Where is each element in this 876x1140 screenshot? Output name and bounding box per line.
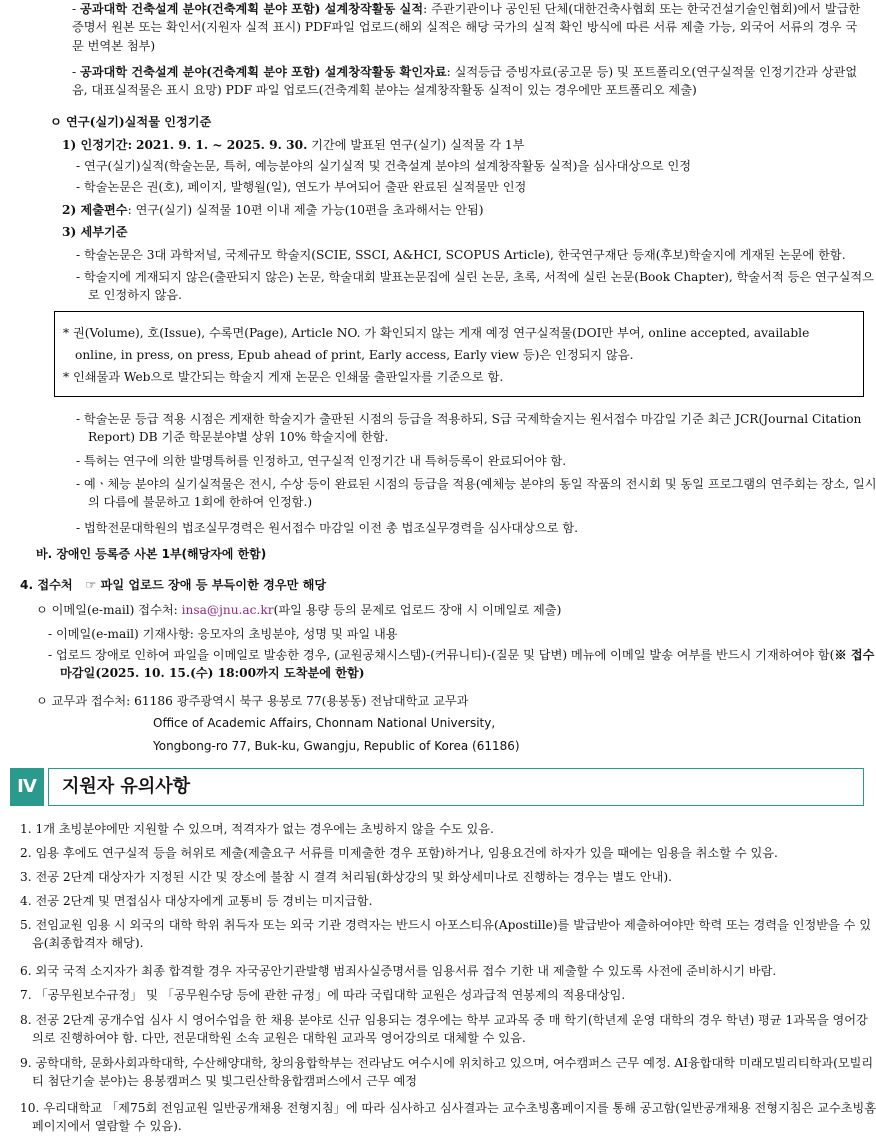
more-item: - 학술논문 등급 적용 시점은 게재한 학술지가 출판된 시점의 등급을 적용하되, S급 국제학술지는 원서접수 마감일 기준 최근 JCR(Journal Citation Report) DB 기준 학문분야별 상위 10% 학술지에 한함. xyxy=(76,412,862,445)
design-record-label: 공과대학 건축설계 분야(건축계획 분야 포함) 설계창작활동 실적 xyxy=(80,2,424,16)
upload-item: - 업로드 장애로 인하여 파일을 이메일로 발송한 경우, (교원공채시스템)-(커뮤니티)-(질문 및 답변) 메뉴에 이메일 발송 여부를 반드시 기재하여야 함(※ 접수 마감일(2025. 10. 15.(수) 18:00까지 도착분에 한함) xyxy=(48,648,875,681)
period-item: - 학술논문은 권(호), 페이지, 발행월(일), 연도가 부여되어 출판 완료된 실적물만 인정 xyxy=(76,180,527,194)
pointing-hand-icon: ☞ xyxy=(85,578,97,592)
criteria-detail-heading: 3) 세부기준 xyxy=(62,225,128,239)
notice-item: 9. 공학대학, 문화사회과학대학, 수산해양대학, 창의융합학부는 전라남도 여수시에 위치하고 있으며, 여수캠퍼스 근무 예정. AI융합대학 미래모빌리티학과(모빌리티 첨단기술 분야)는 용봉캠퍼스 및 빛그린산학융합캠퍼스에서 근무 예정 xyxy=(20,1056,874,1089)
period-item: - 연구(실기)실적(학술논문, 특허, 예능분야의 실기실적 및 건축설계 분야의 설계창작활동 실적)을 심사대상으로 인정 xyxy=(76,159,692,173)
email-line: ㅇ 이메일(e-mail) 접수처: insa@jnu.ac.kr(파일 용량 등의 문제로 업로드 장애 시 이메일로 제출) xyxy=(36,603,562,617)
office-line: ㅇ 교무과 접수처: 61186 광주광역시 북구 용봉로 77(용봉동) 전남대학교 교무과 xyxy=(36,694,469,708)
more-item: - 특허는 연구에 의한 발명특허를 인정하고, 연구실적 인정기간 내 특허등록이 완료되어야 함. xyxy=(76,454,567,468)
design-proof-text: : 실적등급 증빙자료(공고문 등) 및 포트폴리오(연구실적물 인정기간과 상관없음, 대표실적물은 표시 요망) PDF 파일 업로드(건축계획 분야는 설계창작활동 실적이 있는 경우에만 포트폴리오 제출) xyxy=(72,65,858,98)
notice-item: 6. 외국 국적 소지자가 최종 합격할 경우 자국공안기관발행 범죄사실증명서를 임용서류 접수 기한 내 제출할 수 있도록 사전에 준비하시기 바람. xyxy=(20,964,777,978)
detail-item: - 학술논문은 3대 과학저널, 국제규모 학술지(SCIE, SSCI, A&HCI, SCOPUS Article), 한국연구재단 등재(후보)학술지에 게재된 논문에 한함. xyxy=(76,248,846,262)
criteria-period: 1) 인정기간: 2021. 9. 1. ~ 2025. 9. 30. 기간에 발표된 연구(실기) 실적물 각 1부 xyxy=(62,138,525,152)
notice-item: 10. 우리대학교 「제75회 전임교원 일반공개채용 전형지침」에 따라 심사하고 심사결과는 교수초빙홈페이지를 통해 공고함(일반공개채용 전형지침은 교수초빙홈페이지에서 열람할 수 있음). xyxy=(20,1101,876,1134)
section-number-badge: Ⅳ xyxy=(10,768,44,806)
notice-item: 1. 1개 초빙분야에만 지원할 수 있으며, 적격자가 없는 경우에는 초빙하지 않을 수도 있음. xyxy=(20,822,494,836)
criteria-heading: ㅇ 연구(실기)실적물 인정기준 xyxy=(50,115,212,129)
notice-item: 8. 전공 2단계 공개수업 심사 시 영어수업을 한 채용 분야로 신규 임용되는 경우에는 학부 교과목 중 매 학기(학년제 운영 대학의 경우 학년) 평균 1과목을 영어강의로 진행하여야 함. 다만, 전문대학원 소속 교원은 대학원 교과목 영어강의로 대체할 수 있음. xyxy=(20,1013,868,1046)
notice-item: 5. 전임교원 임용 시 외국의 대학 학위 취득자 또는 외국 기관 경력자는 반드시 아포스티유(Apostille)를 발급받아 제출하여야만 학력 또는 경력을 인정받을 수 있음(최종합격자 해당). xyxy=(20,918,872,951)
note-line: * 권(Volume), 호(Issue), 수록면(Page), Article NO. 가 확인되지 않는 게재 예정 연구실적물(DOI만 부여, online accepted, available online, in press, on press, Epub ahead of print, Early access, Early view 등)은 인정되지 않음. xyxy=(63,326,810,362)
notice-item: 3. 전공 2단계 대상자가 지정된 시간 및 장소에 불참 시 결격 처리됨(화상강의 및 화상세미나로 진행하는 경우는 별도 안내). xyxy=(20,870,672,884)
notice-item: 7. 「공무원보수규정」 및 「공무원수당 등에 관한 규정」에 따라 국립대학 교원은 성과급적 연봉제의 적용대상임. xyxy=(20,988,626,1002)
note-box xyxy=(54,311,864,397)
email-link[interactable]: insa@jnu.ac.kr xyxy=(181,603,274,617)
office-english-1: Office of Academic Affairs, Chonnam National University, xyxy=(153,716,496,730)
notice-item: 2. 임용 후에도 연구실적 등을 허위로 제출(제출요구 서류를 미제출한 경우 포함)하거나, 임용요건에 하자가 있을 때에는 임용을 취소할 수 있음. xyxy=(20,846,778,860)
section-title: 지원자 유의사항 xyxy=(62,776,190,797)
email-item: - 이메일(e-mail) 기재사항: 응모자의 초빙분야, 성명 및 파일 내용 xyxy=(48,627,398,641)
design-record-text: : 주관기관이나 공인된 단체(대한건축사협회 또는 한국건설기술인협회)에서 발급한 증명서 원본 또는 확인서(지원자 실적 표시) PDF파일 업로드(해외 실적은 해당 국가의 실적 확인 방식에 따른 서류 제출 가능, 외국어 서류의 경우 국문 번역본 첨부) xyxy=(72,2,861,53)
more-item: - 예ㆍ체능 분야의 실기실적물은 전시, 수상 등이 완료된 시점의 등급을 적용(예체능 분야의 동일 작품의 전시회 및 동일 프로그램의 연주회는 장소, 일시의 다름에 불문하고 1회에 한하여 인정함.) xyxy=(76,477,876,510)
detail-item: - 학술지에 게재되지 않은(출판되지 않은) 논문, 학술대회 발표논문집에 실린 논문, 초록, 서적에 실린 논문(Book Chapter), 학술서적 등은 연구실적으로 인정하지 않음. xyxy=(76,270,874,303)
office-english-2: Yongbong-ro 77, Buk-ku, Gwangju, Republic of Korea (61186) xyxy=(153,739,520,753)
design-proof-label: 공과대학 건축설계 분야(건축계획 분야 포함) 설계창작활동 확인자료 xyxy=(80,65,447,79)
note-line: * 인쇄물과 Web으로 발간되는 학술지 게재 논문은 인쇄물 출판일자를 기준으로 함. xyxy=(63,370,504,384)
criteria-count: 2) 제출편수: 연구(실기) 실적물 10편 이내 제출 가능(10편을 초과해서는 안됨) xyxy=(62,203,484,217)
submit-heading: 4. 접수처 ☞ 파일 업로드 장애 등 부득이한 경우만 해당 xyxy=(20,578,327,592)
design-record-bullet: - 공과대학 건축설계 분야(건축계획 분야 포함) 설계창작활동 실적: 주관기관이나 공인된 단체(대한건축사협회 또는 한국건설기술인협회)에서 발급한 증명서 원본 또는 확인서(지원자 실적 표시) PDF파일 업로드(해외 실적은 해당 국가의 실적 확인 방식에 따른 서류 제출 가능, 외국어 서류의 경우 국문 번역본 첨부) xyxy=(72,2,861,53)
section-ba: 바. 장애인 등록증 사본 1부(해당자에 한함) xyxy=(36,547,267,561)
design-proof-bullet: - 공과대학 건축설계 분야(건축계획 분야 포함) 설계창작활동 확인자료: 실적등급 증빙자료(공고문 등) 및 포트폴리오(연구실적물 인정기간과 상관없음, 대표실적물은 표시 요망) PDF 파일 업로드(건축계획 분야는 설계창작활동 실적이 있는 경우에만 포트폴리오 제출) xyxy=(72,65,858,98)
more-item: - 법학전문대학원의 법조실무경력은 원서접수 마감일 이전 총 법조실무경력을 심사대상으로 함. xyxy=(76,521,579,535)
notice-item: 4. 전공 2단계 및 면접심사 대상자에게 교통비 등 경비는 미지급함. xyxy=(20,894,373,908)
